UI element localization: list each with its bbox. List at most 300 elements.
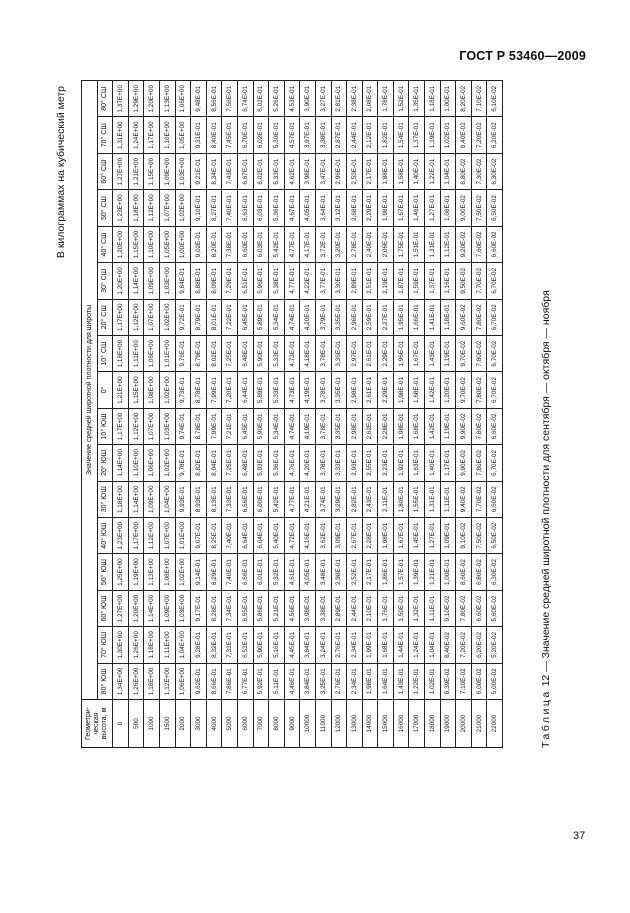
- density-cell: 6,44E-01: [237, 372, 253, 408]
- height-cell: 17000: [409, 700, 425, 748]
- density-cell: 9,21E-01: [191, 153, 207, 189]
- density-cell: 8,93E-01: [191, 481, 207, 517]
- density-cell: 9,40E-02: [456, 481, 472, 517]
- density-cell: 7,80E-02: [471, 372, 487, 408]
- height-cell: 11000: [315, 700, 331, 748]
- density-cell: 6,63E-01: [237, 190, 253, 226]
- density-cell: 4,05E-01: [300, 190, 316, 226]
- caption-text: — Значение средней широтной плотности для сентября — октября — ноября: [540, 290, 552, 675]
- latitude-column-header: 50° СШ: [97, 190, 113, 226]
- density-cell: 8,02E-01: [206, 335, 222, 371]
- density-cell: 7,20E-02: [471, 117, 487, 153]
- density-cell: 9,10E-02: [440, 590, 456, 626]
- density-cell: 7,80E-02: [456, 590, 472, 626]
- table-row: [471, 81, 487, 748]
- density-cell: 1,11E-01: [440, 481, 456, 517]
- density-cell: 2,11E-01: [378, 481, 394, 517]
- density-cell: 3,20E-01: [331, 226, 347, 262]
- density-cell: 3,35E-01: [331, 408, 347, 444]
- density-cell: 5,89E-01: [253, 372, 269, 408]
- density-cell: 5,89E-01: [253, 299, 269, 335]
- density-cell: 1,20E+00: [128, 590, 144, 626]
- density-cell: 1,05E+00: [175, 117, 191, 153]
- density-cell: 9,00E-02: [456, 190, 472, 226]
- density-cell: 1,17E+00: [144, 117, 160, 153]
- density-cell: 3,97E-01: [300, 117, 316, 153]
- density-cell: 6,00E-01: [253, 481, 269, 517]
- table-row: [206, 81, 222, 748]
- height-cell: 14000: [362, 700, 378, 748]
- density-cell: 7,80E-02: [471, 335, 487, 371]
- density-cell: 6,70E-02: [487, 299, 503, 335]
- density-cell: 6,80E-02: [471, 554, 487, 590]
- density-cell: 6,70E-01: [237, 117, 253, 153]
- density-cell: 9,10E-01: [191, 190, 207, 226]
- density-cell: 4,17E-01: [300, 226, 316, 262]
- geo-header-line: Геометри-: [85, 707, 93, 740]
- density-cell: 2,82E-01: [347, 481, 363, 517]
- density-cell: 7,80E-02: [471, 445, 487, 481]
- density-cell: 7,10E-02: [471, 81, 487, 118]
- density-cell: 4,53E-01: [284, 81, 300, 118]
- table-row: [393, 81, 409, 748]
- density-cell: 1,12E+00: [128, 408, 144, 444]
- density-cell: 1,04E-01: [425, 627, 441, 663]
- density-cell: 4,22E-01: [300, 263, 316, 299]
- density-cell: 1,02E+00: [159, 445, 175, 481]
- density-cell: 7,99E-01: [206, 408, 222, 444]
- density-cell: 4,05E-01: [300, 554, 316, 590]
- density-cell: 4,20E-01: [300, 445, 316, 481]
- density-cell: 2,98E-01: [347, 408, 363, 444]
- density-cell: 5,90E-01: [253, 627, 269, 663]
- density-cell: 1,30E+00: [113, 627, 129, 663]
- density-cell: 2,44E-01: [347, 590, 363, 626]
- density-cell: 7,60E-02: [471, 226, 487, 262]
- table-header-band-row: [82, 81, 98, 748]
- density-cell: 2,34E-01: [347, 663, 363, 699]
- density-cell: 7,56E-01: [222, 81, 238, 118]
- density-cell: 5,93E-01: [253, 445, 269, 481]
- density-cell: 1,75E-01: [393, 226, 409, 262]
- density-cell: 1,21E+00: [113, 372, 129, 408]
- height-cell: 10000: [300, 700, 316, 748]
- density-cell: 4,45E-01: [284, 627, 300, 663]
- density-cell: 1,98E-01: [378, 517, 394, 553]
- density-cell: 1,88E-01: [378, 153, 394, 189]
- density-cell: 6,04E-01: [253, 517, 269, 553]
- latitude-column-header: 80° СШ: [97, 81, 113, 118]
- density-cell: 1,18E+00: [144, 663, 160, 699]
- density-cell: 1,18E+00: [144, 627, 160, 663]
- density-cell: 5,42E-01: [269, 481, 285, 517]
- density-cell: 1,27E+00: [113, 153, 129, 189]
- density-cell: 1,43E-01: [393, 663, 409, 699]
- density-cell: 6,03E-01: [253, 226, 269, 262]
- latitude-column-header: 40° ЮШ: [97, 517, 113, 553]
- latitude-column-header: 50° ЮШ: [97, 554, 113, 590]
- density-cell: 1,23E+00: [113, 517, 129, 553]
- density-cell: 9,28E-01: [191, 627, 207, 663]
- density-cell: 1,27E-01: [425, 190, 441, 226]
- density-cell: 1,07E+00: [144, 299, 160, 335]
- density-cell: 3,98E-01: [300, 153, 316, 189]
- page-number: 37: [573, 830, 586, 842]
- density-cell: 2,61E-01: [362, 335, 378, 371]
- density-cell: 2,76E-01: [331, 663, 347, 699]
- density-cell: 8,04E-01: [206, 445, 222, 481]
- density-cell: 1,19E-01: [440, 335, 456, 371]
- density-cell: 1,35E-01: [409, 81, 425, 118]
- latitude-column-header: 30° ЮШ: [97, 481, 113, 517]
- density-cell: 1,05E+00: [159, 226, 175, 262]
- density-cell: 5,33E-01: [269, 335, 285, 371]
- table-row: [253, 81, 269, 748]
- density-cell: 2,17E-01: [362, 153, 378, 189]
- latitude-column-header: 40° СШ: [97, 226, 113, 262]
- density-cell: 1,22E-01: [425, 153, 441, 189]
- height-cell: 3000: [191, 700, 207, 748]
- density-cell: 8,40E-02: [456, 117, 472, 153]
- table-row: [284, 81, 300, 748]
- density-cell: 6,74E-01: [237, 81, 253, 118]
- density-cell: 3,90E-01: [300, 81, 316, 118]
- density-cell: 8,28E-01: [206, 590, 222, 626]
- density-cell: 6,20E-02: [471, 627, 487, 663]
- density-cell: 7,43E-01: [222, 153, 238, 189]
- density-cell: 8,56E-01: [206, 81, 222, 118]
- density-cell: 5,38E-01: [269, 263, 285, 299]
- density-cell: 6,70E-02: [487, 335, 503, 371]
- density-cell: 6,03E-01: [253, 190, 269, 226]
- density-cell: 1,17E-01: [440, 445, 456, 481]
- density-cell: 5,90E-01: [253, 408, 269, 444]
- table-row: [237, 81, 253, 748]
- density-cell: 1,03E+00: [159, 408, 175, 444]
- height-cell: 21000: [471, 700, 487, 748]
- density-cell: 7,29E-01: [222, 263, 238, 299]
- height-cell: 9000: [284, 700, 300, 748]
- density-cell: 8,88E-01: [191, 263, 207, 299]
- density-cell: 1,68E-01: [409, 372, 425, 408]
- density-cell: 1,11E+00: [128, 335, 144, 371]
- density-cell: 6,45E-01: [237, 408, 253, 444]
- density-cell: 6,50E-02: [487, 190, 503, 226]
- density-cell: 1,58E-01: [393, 153, 409, 189]
- density-cell: 1,26E+00: [128, 663, 144, 699]
- density-cell: 1,02E-01: [440, 117, 456, 153]
- density-cell: 7,30E-02: [471, 153, 487, 189]
- geo-header-line: высота, м: [101, 707, 109, 740]
- density-cell: 1,57E-01: [393, 554, 409, 590]
- density-cell: 9,90E-02: [456, 408, 472, 444]
- density-cell: 4,19E-01: [300, 372, 316, 408]
- density-cell: 1,42E-01: [425, 372, 441, 408]
- density-cell: 6,10E-02: [487, 81, 503, 118]
- density-cell: 1,12E+00: [159, 663, 175, 699]
- density-cell: 4,57E-01: [284, 117, 300, 153]
- density-cell: 1,37E-01: [409, 117, 425, 153]
- density-cell: 9,17E-01: [191, 590, 207, 626]
- density-cell: 1,18E-01: [425, 81, 441, 118]
- density-cell: 6,60E-02: [471, 590, 487, 626]
- table-row: [128, 81, 144, 748]
- density-cell: 7,33E-01: [222, 627, 238, 663]
- density-cell: 1,09E+00: [144, 481, 160, 517]
- density-cell: 1,31E-01: [425, 481, 441, 517]
- latitude-column-header: 10° СШ: [97, 335, 113, 371]
- density-cell: 8,29E-01: [206, 554, 222, 590]
- density-cell: 5,16E-01: [269, 627, 285, 663]
- density-cell: 7,86E-01: [222, 663, 238, 699]
- density-cell: 1,22E-01: [409, 663, 425, 699]
- density-cell: 1,96E-01: [393, 335, 409, 371]
- density-cell: 3,24E-01: [315, 627, 331, 663]
- density-cell: 4,46E-01: [284, 663, 300, 699]
- density-cell: 2,52E-01: [347, 554, 363, 590]
- table-caption: [540, 290, 552, 748]
- table-row: [347, 81, 363, 748]
- density-cell: 4,62E-01: [284, 153, 300, 189]
- density-cell: 3,38E-01: [315, 117, 331, 153]
- density-cell: 5,36E-01: [269, 445, 285, 481]
- density-cell: 3,64E-01: [315, 190, 331, 226]
- height-cell: 500: [128, 700, 144, 748]
- density-cell: 2,53E-01: [347, 153, 363, 189]
- density-cell: 8,80E-02: [456, 153, 472, 189]
- density-cell: 2,59E-01: [362, 299, 378, 335]
- density-cell: 6,60E-02: [487, 481, 503, 517]
- density-cell: 7,45E-01: [222, 117, 238, 153]
- table-row: [409, 81, 425, 748]
- density-cell: 3,78E-01: [315, 408, 331, 444]
- density-cell: 7,99E-01: [206, 372, 222, 408]
- density-cell: 6,70E-02: [487, 372, 503, 408]
- density-cell: 1,42E-01: [425, 408, 441, 444]
- table-row: [222, 81, 238, 748]
- density-cell: 8,60E-02: [456, 554, 472, 590]
- density-cell: 1,18E+00: [128, 190, 144, 226]
- height-cell: 16000: [393, 700, 409, 748]
- density-cell: 7,25E-01: [222, 335, 238, 371]
- density-cell: 1,99E-01: [362, 627, 378, 663]
- density-cell: 3,77E-01: [315, 263, 331, 299]
- density-cell: 2,96E-01: [331, 153, 347, 189]
- density-cell: 1,11E+00: [159, 627, 175, 663]
- density-cell: 1,24E-01: [409, 627, 425, 663]
- density-cell: 2,27E-01: [378, 299, 394, 335]
- density-cell: 5,32E-01: [269, 554, 285, 590]
- density-cell: 8,32E-01: [206, 627, 222, 663]
- density-cell: 7,40E-01: [222, 554, 238, 590]
- density-cell: 1,03E+00: [175, 590, 191, 626]
- density-cell: 2,81E-01: [331, 81, 347, 118]
- density-cell: 9,07E-01: [191, 517, 207, 553]
- density-cell: 1,18E+00: [113, 481, 129, 517]
- height-cell: 12000: [331, 700, 347, 748]
- density-cell: 1,87E-01: [393, 263, 409, 299]
- density-cell: 1,02E+00: [175, 190, 191, 226]
- density-cell: 1,24E+00: [128, 117, 144, 153]
- density-cell: 3,36E-01: [331, 335, 347, 371]
- density-cell: 4,16E-01: [300, 517, 316, 553]
- density-cell: 6,53E-01: [237, 627, 253, 663]
- density-cell: 4,76E-01: [284, 445, 300, 481]
- density-cell: 1,14E+00: [128, 263, 144, 299]
- density-cell: 1,12E+00: [128, 299, 144, 335]
- density-cell: 6,55E-01: [237, 590, 253, 626]
- density-cell: 3,33E-01: [331, 445, 347, 481]
- density-cell: 7,80E-02: [471, 408, 487, 444]
- density-cell: 1,31E-01: [425, 226, 441, 262]
- density-cell: 4,21E-01: [300, 481, 316, 517]
- density-cell: 5,11E-01: [269, 663, 285, 699]
- density-cell: 1,98E-01: [393, 408, 409, 444]
- density-cell: 8,78E-01: [191, 372, 207, 408]
- density-cell: 4,77E-01: [284, 263, 300, 299]
- density-cell: 7,38E-01: [222, 226, 238, 262]
- density-cell: 1,31E+00: [113, 117, 129, 153]
- table-row: [144, 81, 160, 748]
- density-cell: 1,11E-01: [425, 590, 441, 626]
- density-cell: 1,25E+00: [113, 554, 129, 590]
- height-cell: 1000: [144, 700, 160, 748]
- density-cell: 3,09E-01: [331, 517, 347, 553]
- latitude-column-header: 0°: [97, 372, 113, 408]
- density-cell: 1,03E+00: [159, 263, 175, 299]
- density-cell: 1,55E-01: [409, 481, 425, 517]
- density-cell: 6,67E-01: [237, 153, 253, 189]
- density-cell: 3,74E-01: [315, 481, 331, 517]
- density-cell: 1,32E-01: [409, 590, 425, 626]
- density-cell: 6,60E-02: [487, 408, 503, 444]
- density-cell: 1,10E+00: [128, 445, 144, 481]
- density-cell: 1,37E+00: [113, 81, 129, 118]
- density-cell: 9,74E-01: [175, 408, 191, 444]
- density-cell: 2,78E-01: [347, 226, 363, 262]
- latitude-band-header: Значение средней широтной плотности для широты: [82, 81, 98, 700]
- density-cell: 9,10E-02: [456, 517, 472, 553]
- density-cell: 5,60E-02: [487, 590, 503, 626]
- density-cell: 2,10E-01: [362, 590, 378, 626]
- density-cell: 6,30E-02: [487, 554, 503, 590]
- density-cell: 1,26E+00: [128, 627, 144, 663]
- density-cell: 6,48E-01: [237, 335, 253, 371]
- density-cell: 8,39E-02: [440, 663, 456, 699]
- density-cell: 2,98E-01: [331, 554, 347, 590]
- density-cell: 1,09E-01: [440, 517, 456, 553]
- density-cell: 7,50E-02: [471, 190, 487, 226]
- density-cell: 1,20E+00: [113, 226, 129, 262]
- density-cell: 1,78E-01: [378, 81, 394, 118]
- density-cell: 4,19E-01: [300, 408, 316, 444]
- density-cell: 1,27E+00: [113, 590, 129, 626]
- density-cell: 1,08E-01: [440, 190, 456, 226]
- density-cell: 9,78E-01: [175, 445, 191, 481]
- latitude-column-header: 70° ЮШ: [97, 627, 113, 663]
- density-cell: 1,37E-01: [425, 263, 441, 299]
- density-cell: 1,00E-01: [440, 81, 456, 118]
- latitude-column-header-row: [97, 81, 113, 748]
- table-row: [175, 81, 191, 748]
- density-cell: 6,64E-01: [237, 517, 253, 553]
- density-cell: 1,23E+00: [113, 190, 129, 226]
- density-cell: 2,28E-01: [362, 517, 378, 553]
- density-cell: 2,51E-01: [362, 263, 378, 299]
- density-cell: 7,25E-01: [222, 445, 238, 481]
- latitude-column-header: 60° СШ: [97, 153, 113, 189]
- height-cell: 8000: [269, 700, 285, 748]
- density-cell: 4,56E-01: [284, 590, 300, 626]
- density-cell: 1,03E+00: [175, 153, 191, 189]
- density-cell: 1,08E+00: [144, 372, 160, 408]
- density-cell: 1,46E-01: [409, 190, 425, 226]
- density-cell: 2,43E-01: [362, 481, 378, 517]
- density-cell: 8,20E-01: [206, 226, 222, 262]
- density-cell: 1,20E-01: [440, 372, 456, 408]
- density-cell: 6,30E-02: [487, 153, 503, 189]
- density-cell: 1,66E-01: [409, 299, 425, 335]
- density-cell: 5,86E-01: [253, 590, 269, 626]
- table-row: [362, 81, 378, 748]
- density-cell: 1,51E-01: [409, 226, 425, 262]
- density-cell: 8,01E-01: [206, 299, 222, 335]
- units-note: В килограммах на кубический метр: [55, 86, 67, 259]
- density-cell: 9,90E-02: [456, 445, 472, 481]
- latitude-column-header: 20° ЮШ: [97, 445, 113, 481]
- density-cell: 1,09E+00: [144, 263, 160, 299]
- density-table: [81, 80, 503, 748]
- table-body: [113, 81, 503, 748]
- density-cell: 1,34E+00: [113, 663, 129, 699]
- density-cell: 2,76E-01: [331, 627, 347, 663]
- density-cell: 1,08E+00: [159, 554, 175, 590]
- height-cell: 18000: [425, 700, 441, 748]
- density-cell: 1,07E+00: [159, 517, 175, 553]
- density-cell: 6,70E-02: [487, 445, 503, 481]
- density-cell: 6,02E-01: [253, 117, 269, 153]
- density-cell: 8,27E-01: [206, 190, 222, 226]
- density-cell: 1,98E-01: [362, 663, 378, 699]
- density-cell: 9,73E-01: [175, 372, 191, 408]
- density-cell: 7,70E-02: [471, 481, 487, 517]
- density-cell: 2,19E-01: [378, 263, 394, 299]
- density-cell: 9,70E-02: [456, 372, 472, 408]
- height-cell: 7000: [253, 700, 269, 748]
- density-cell: 1,44E-01: [393, 627, 409, 663]
- density-cell: 4,61E-01: [284, 554, 300, 590]
- density-cell: 9,50E-02: [456, 263, 472, 299]
- density-cell: 9,93E-01: [175, 481, 191, 517]
- density-cell: 8,82E-01: [191, 445, 207, 481]
- density-cell: 5,90E-01: [253, 335, 269, 371]
- latitude-column-header: 70° СШ: [97, 117, 113, 153]
- density-cell: 4,77E-01: [284, 226, 300, 262]
- density-cell: 2,38E-01: [347, 81, 363, 118]
- density-cell: 8,40E-02: [440, 627, 456, 663]
- density-cell: 6,48E-01: [237, 445, 253, 481]
- density-cell: 1,14E+00: [128, 481, 144, 517]
- density-cell: 2,61E-01: [362, 372, 378, 408]
- density-cell: 1,02E+00: [175, 554, 191, 590]
- density-cell: 1,86E-01: [378, 554, 394, 590]
- density-cell: 9,76E-01: [175, 335, 191, 371]
- density-cell: 8,34E-01: [206, 153, 222, 189]
- density-cell: 1,41E-01: [425, 299, 441, 335]
- density-cell: 5,21E-01: [269, 590, 285, 626]
- table-row: [425, 81, 441, 748]
- density-cell: 2,17E-01: [362, 554, 378, 590]
